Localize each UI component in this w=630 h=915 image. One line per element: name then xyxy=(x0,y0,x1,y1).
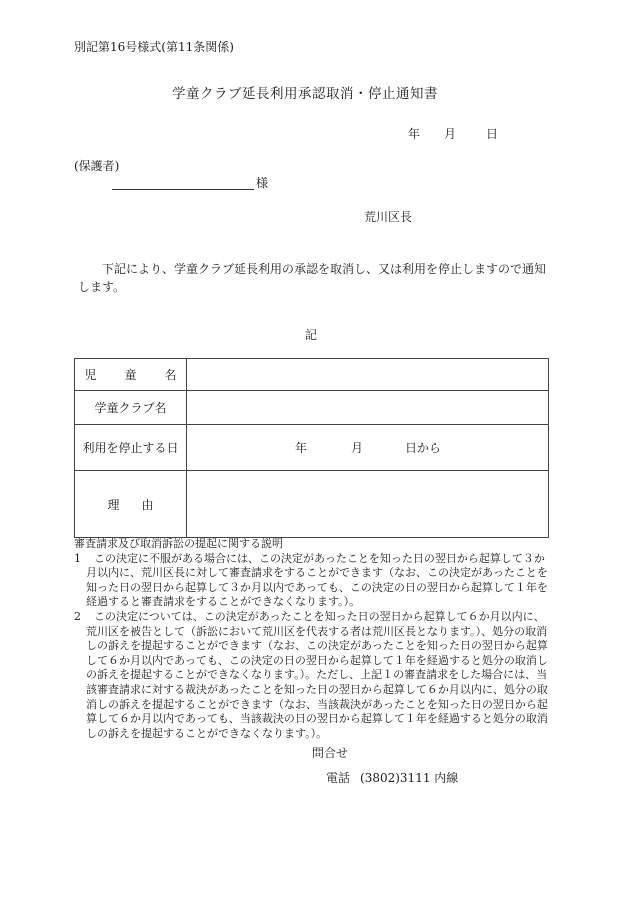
list-item xyxy=(74,552,554,610)
date-year: 年 xyxy=(408,127,421,141)
club-name-label: 学童クラブ名 xyxy=(75,391,187,425)
table-row-club-name xyxy=(75,391,549,425)
stop-date-month: 月 xyxy=(351,441,364,455)
form-number: 別記第16号様式(第11条関係) xyxy=(74,40,234,54)
note-number: 2 xyxy=(74,609,81,623)
note-text: この決定に不服がある場合には、この決定があったことを知った日の翌日から起算して３か月以内に、荒川区長に対して審査請求をすることができます（なお、この決定があったことを知った日の翌日から起算して３か月以内であっても、この決定の日の翌日から起算して１年を経過すると審査請求をすることができなくなります。）。 xyxy=(86,551,548,609)
child-name-label-cell xyxy=(75,359,187,391)
appeal-notes xyxy=(74,537,554,741)
stop-date-field xyxy=(187,425,549,471)
stop-date-year: 年 xyxy=(295,441,308,455)
notes-heading: 審査請求及び取消訴訟の提起に関する説明 xyxy=(74,537,283,550)
stop-date-from: 日から xyxy=(405,441,442,455)
child-name-label: 児 童 名 xyxy=(84,368,177,382)
phone-number: (3802)3111 内線 xyxy=(360,771,459,785)
contact-phone xyxy=(326,769,468,786)
table-row-reason xyxy=(75,471,549,538)
phone-label: 電話 xyxy=(326,771,351,785)
club-name-field xyxy=(187,391,549,425)
contact-title: 問合せ xyxy=(312,746,349,760)
reason-label-cell xyxy=(75,471,187,538)
addressee-blank-line xyxy=(112,175,254,190)
guardian-label: (保護者) xyxy=(74,159,120,173)
details-table xyxy=(74,358,549,538)
reason-field xyxy=(187,471,549,538)
child-name-field xyxy=(187,359,549,391)
stop-date-label: 利用を停止する日 xyxy=(75,425,187,471)
ki-heading: 記 xyxy=(305,328,318,342)
addressee-suffix: 様 xyxy=(256,176,269,190)
reason-label: 理 由 xyxy=(107,497,154,512)
note-text: この決定については、この決定があったことを知った日の翌日から起算して６か月以内に、荒川区を被告として（訴訟において荒川区を代表する者は荒川区長となります。）、処分の取消しの訴えを提起することができます（なお、この決定があったことを知った日の翌日から起算して６か月以内であっても、この決定の日の翌日から起算して１年を経過すると処分の取消しの訴えを提起することができなくなります。）。ただし、上記１の審査請求をした場合には、当該審査請求に対する裁決があったことを知った日の翌日から起算して６か月以内に、処分の取消しの訴えを提起することができます（なお、当該裁決があったことを知った日の翌日から起算して６か月以内であっても、当該裁決の日の翌日から起算して１年を経過すると処分の取消しの訴えを提起することができなくなります。）。 xyxy=(86,609,548,740)
note-number: 1 xyxy=(74,551,81,565)
table-row-stop-date xyxy=(75,425,549,471)
date-day: 日 xyxy=(486,127,499,141)
document-title: 学童クラブ延長利用承認取消・停止通知書 xyxy=(172,86,438,102)
issuer: 荒川区長 xyxy=(364,210,413,224)
table-row-child-name xyxy=(75,359,549,391)
date-month: 月 xyxy=(444,127,457,141)
body-text: 下記により、学童クラブ延長利用の承認を取消し、又は利用を停止しますので通知します。 xyxy=(78,262,547,294)
date-line xyxy=(408,125,498,142)
list-item xyxy=(74,610,554,741)
